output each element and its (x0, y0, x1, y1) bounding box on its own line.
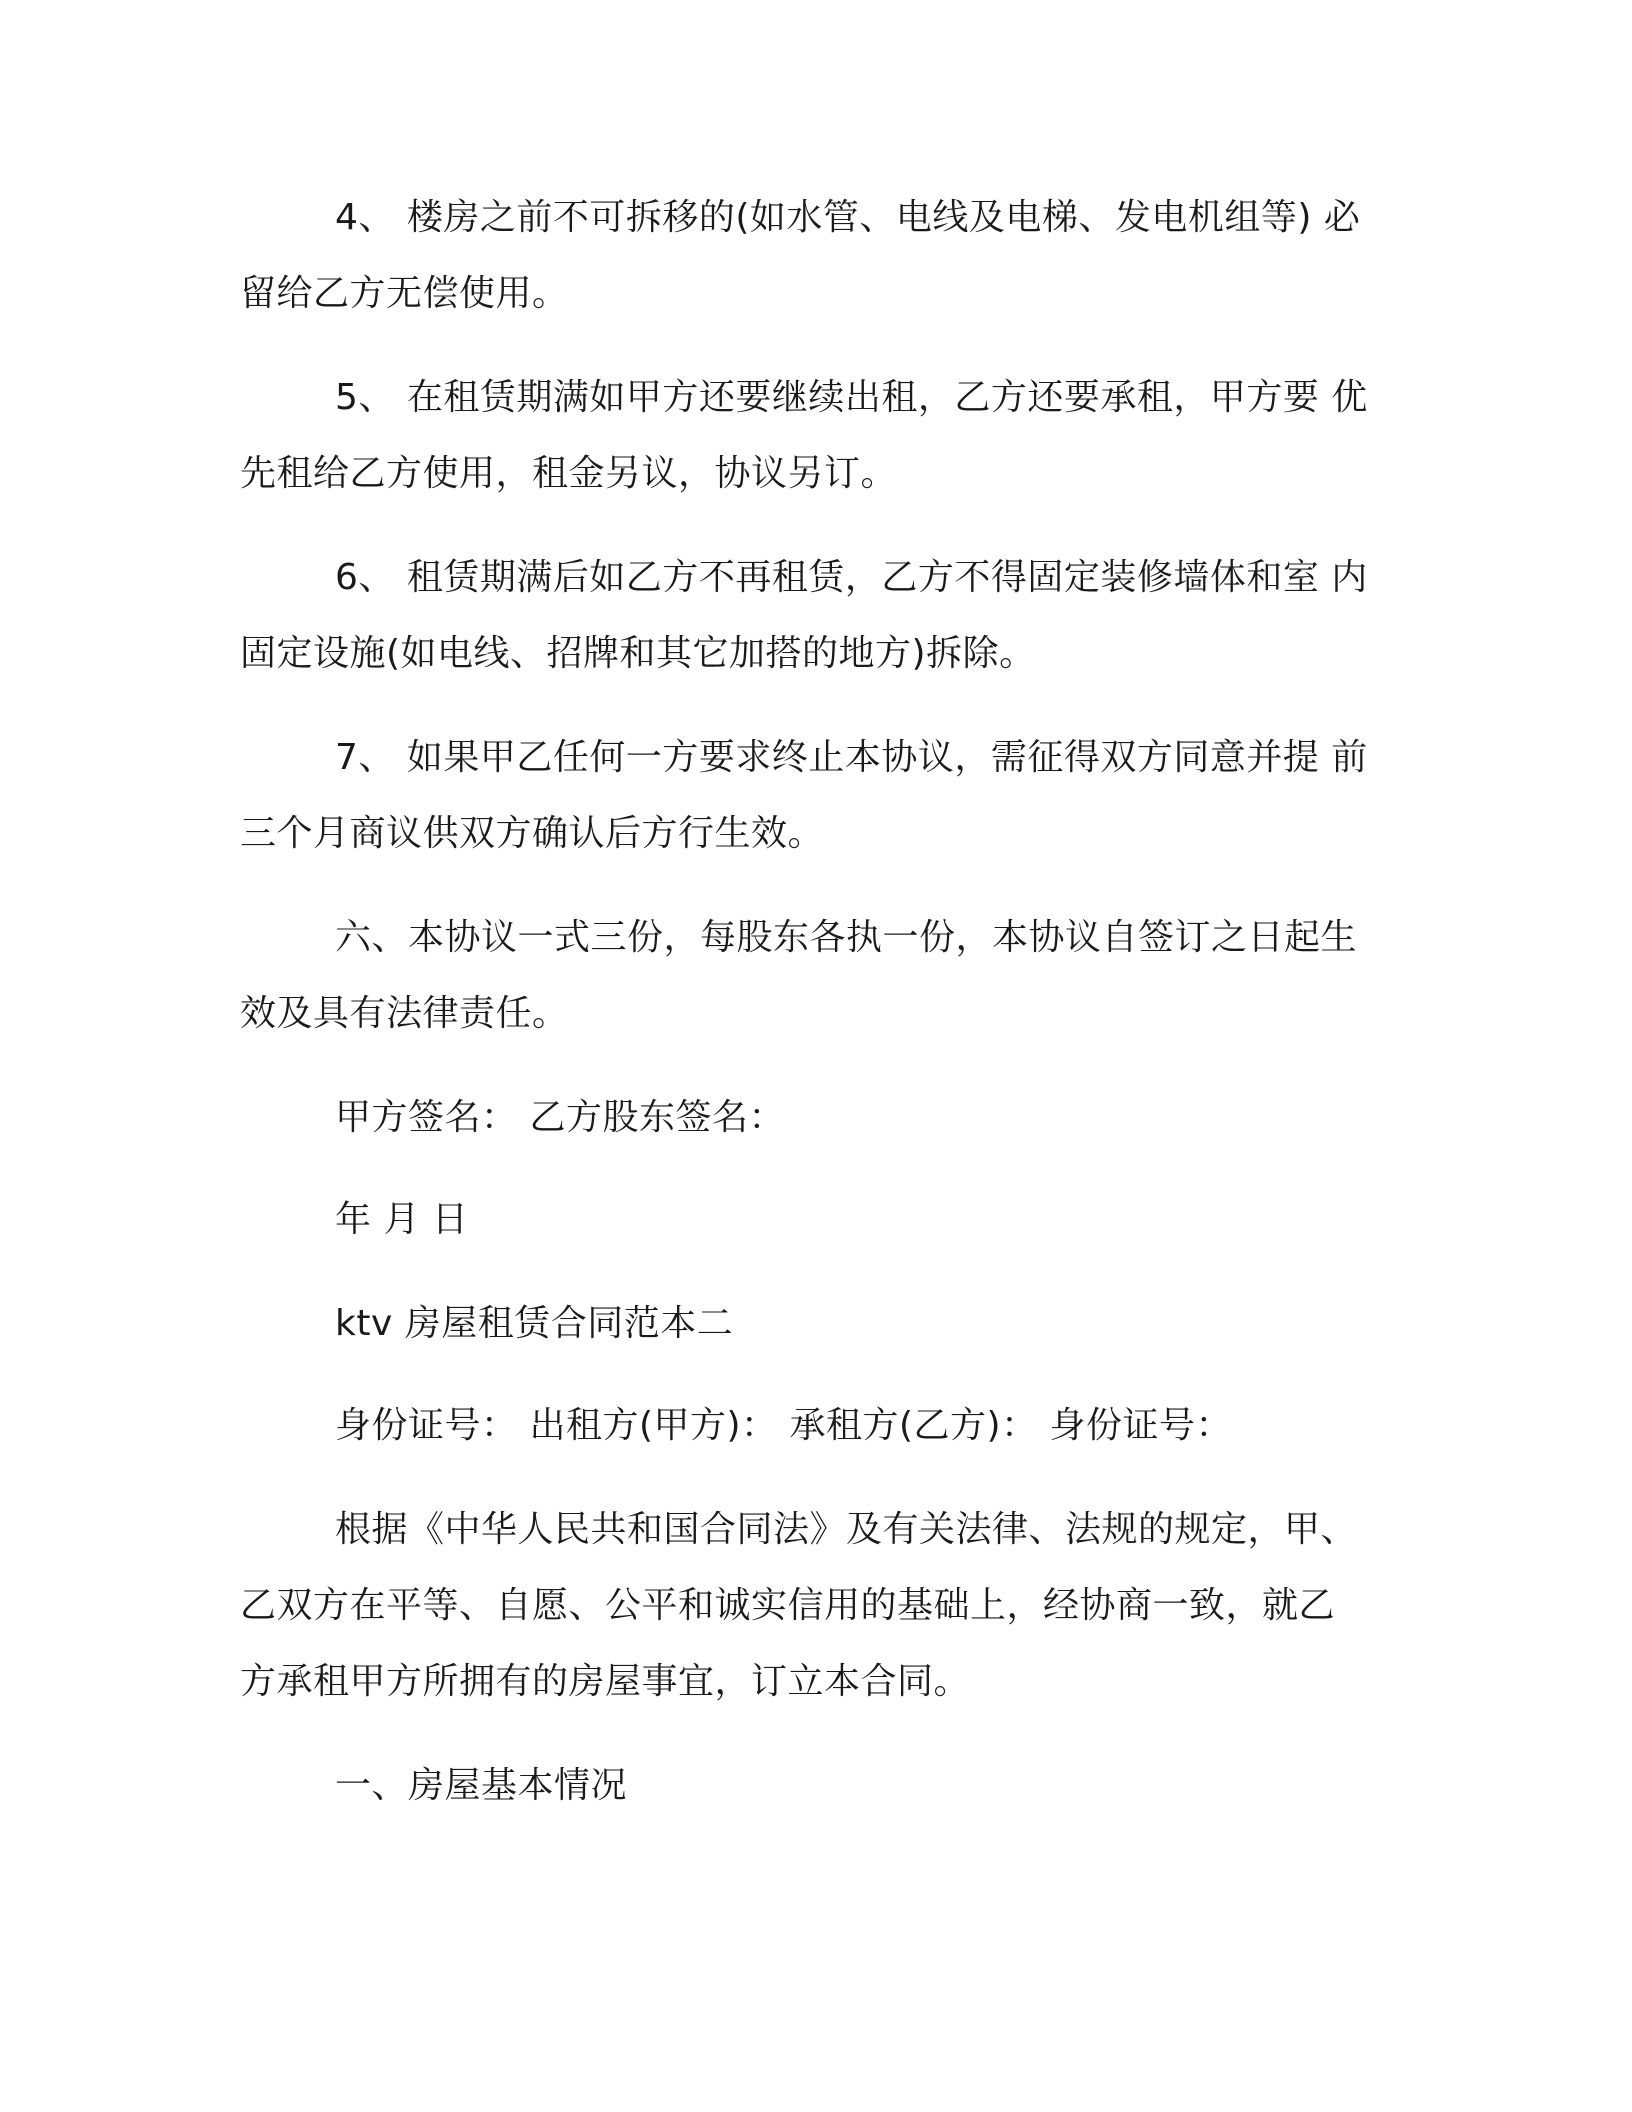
clause-7-line-1: 7、 如果甲乙任何一方要求终止本协议，需征得双方同意并提 前 (335, 737, 1368, 778)
clause-7-line-2: 三个月商议供双方确认后方行生效。 (240, 813, 825, 854)
intro-line-1: 根据《中华人民共和国合同法》及有关法律、法规的规定，甲、 (335, 1509, 1358, 1550)
signature-line: 甲方签名： 乙方股东签名： (335, 1097, 785, 1138)
clause-6-line-2: 固定设施(如电线、招牌和其它加搭的地方)拆除。 (240, 633, 1036, 674)
clause-six-line-2: 效及具有法律责任。 (240, 993, 569, 1034)
clause-6-line-1: 6、 租赁期满后如乙方不再租赁，乙方不得固定装修墙体和室 内 (335, 557, 1368, 598)
clause-six-line-1: 六、本协议一式三份，每股东各执一份，本协议自签订之日起生 (335, 917, 1358, 958)
intro-line-2: 乙双方在平等、自愿、公平和诚实信用的基础上，经协商一致，就乙 (240, 1585, 1336, 1626)
clause-4-line-1: 4、 楼房之前不可拆移的(如水管、电线及电梯、发电机组等) 必 (335, 197, 1361, 238)
section-title: ktv 房屋租赁合同范本二 (335, 1303, 734, 1344)
intro-line-3: 方承租甲方所拥有的房屋事宜，订立本合同。 (240, 1661, 971, 1702)
clause-5-line-1: 5、 在租赁期满如甲方还要继续出租，乙方还要承租，甲方要 优 (335, 377, 1368, 418)
clause-4-line-2: 留给乙方无偿使用。 (240, 273, 569, 314)
id-line: 身份证号： 出租方(甲方)： 承租方(乙方)： 身份证号： (335, 1405, 1233, 1446)
heading-one: 一、房屋基本情况 (335, 1765, 628, 1806)
date-line: 年 月 日 (335, 1199, 469, 1240)
clause-5-line-2: 先租给乙方使用，租金另议，协议另订。 (240, 453, 898, 494)
